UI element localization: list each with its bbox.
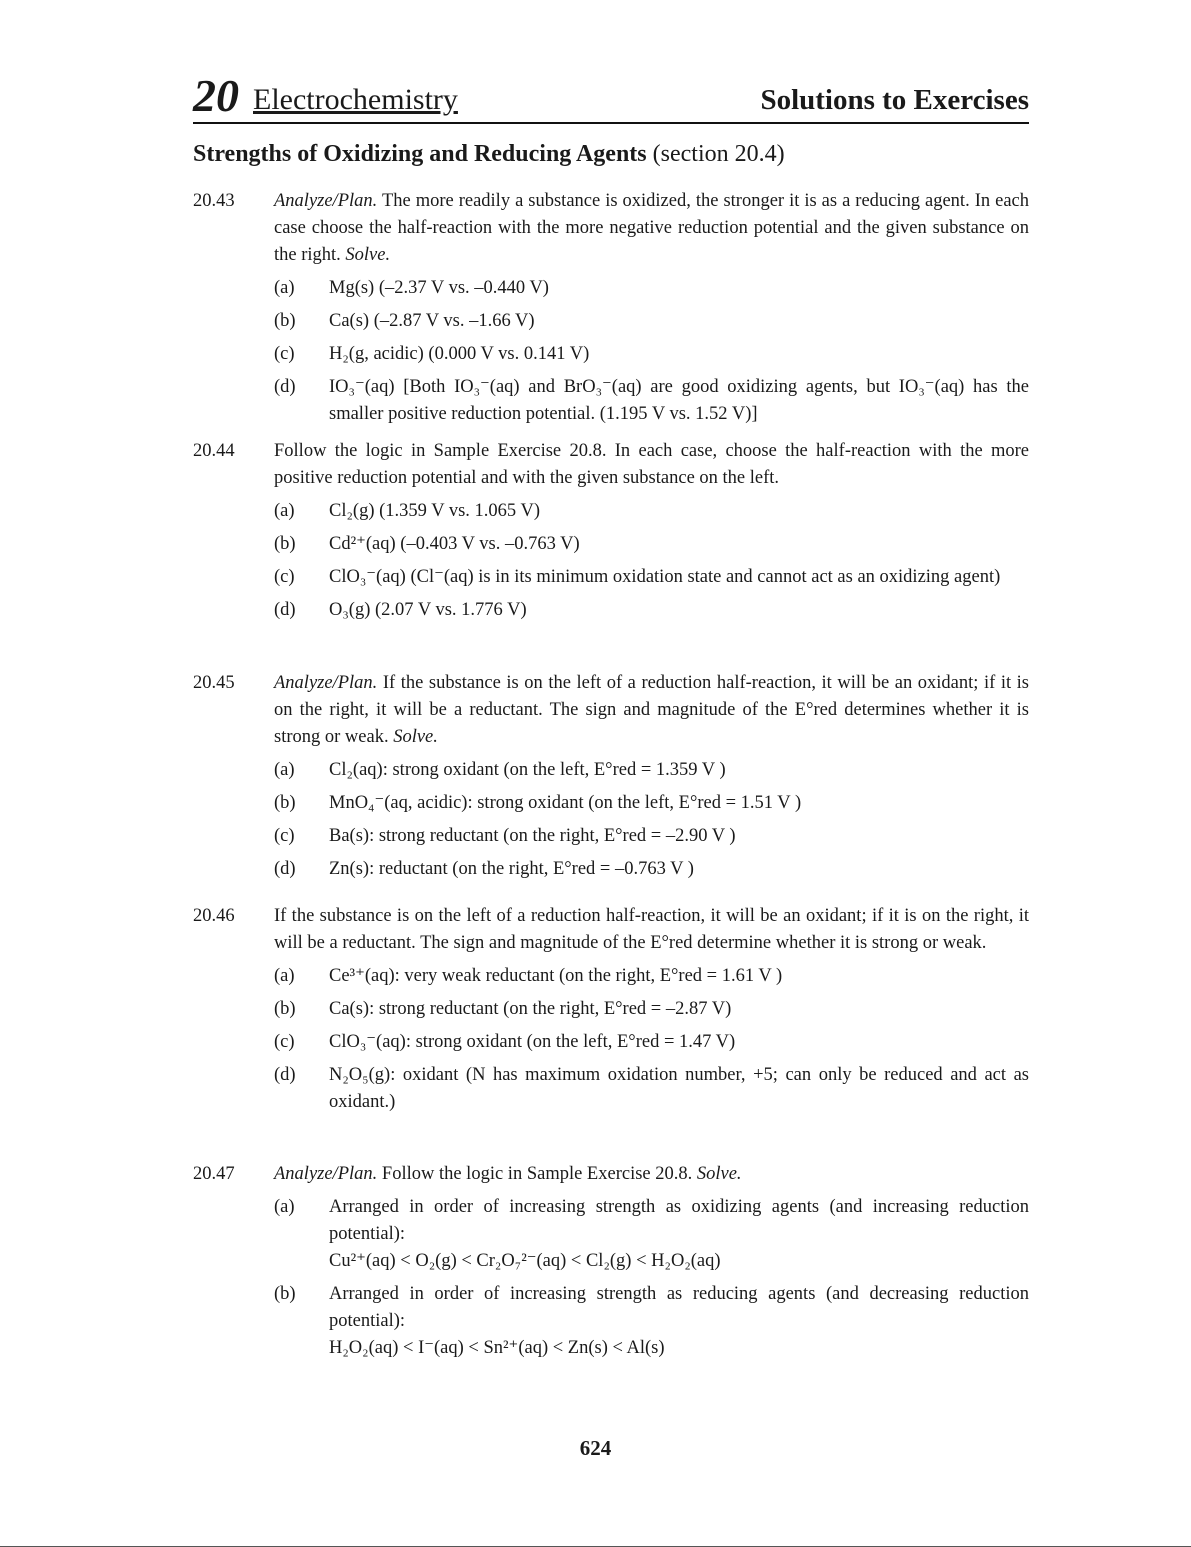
item-label: (c) [274, 1032, 295, 1052]
item-text: Arranged in order of increasing strength as oxidizing agents (and increasing reduction potential): [329, 1197, 1029, 1244]
item-label: (d) [274, 859, 296, 879]
item-text: Ce³⁺(aq): very weak reductant (on the right, E°red = 1.61 V ) [329, 966, 783, 986]
list-item [274, 1029, 1029, 1056]
item-text: MnO₄⁻(aq, acidic): strong oxidant (on the left, E°red = 1.51 V ) [329, 793, 802, 813]
item-label: (a) [274, 501, 295, 521]
list-item [274, 374, 1029, 428]
intro-text: If the substance is on the left of a reduction half-reaction, it will be an oxidant; if it is on the right, it will be a reductant. The sign and magnitude of the E°red determines whether it is strong or weak. [274, 673, 1029, 747]
chapter-number: 20 [193, 70, 239, 121]
page-number: 624 [579, 1436, 612, 1460]
intro-label: Analyze/Plan. [274, 1164, 378, 1184]
list-item [274, 823, 1029, 850]
item-text: O₃(g) (2.07 V vs. 1.776 V) [329, 600, 527, 620]
list-item [274, 856, 1029, 883]
item-text: Ca(s) (–2.87 V vs. –1.66 V) [329, 311, 535, 331]
item-label: (b) [274, 793, 296, 813]
item-text: ClO₃⁻(aq) (Cl⁻(aq) is in its minimum oxidation state and cannot act as an oxidizing agent) [329, 567, 1001, 587]
exercise-number: 20.47 [193, 1164, 235, 1184]
item-label: (d) [274, 1065, 296, 1085]
solve-label: Solve. [393, 727, 438, 747]
list-item [274, 498, 1029, 525]
list-item [274, 1194, 1029, 1275]
exercise-20-44 [193, 438, 1029, 630]
item-label: (b) [274, 534, 296, 554]
item-text: Ba(s): strong reductant (on the right, E°red = –2.90 V ) [329, 826, 736, 846]
item-text: Cd²⁺(aq) (–0.403 V vs. –0.763 V) [329, 534, 580, 554]
exercise-number: 20.44 [193, 441, 235, 461]
item-text: Cl₂(g) (1.359 V vs. 1.065 V) [329, 501, 540, 521]
list-item [274, 564, 1029, 591]
item-text: Ca(s): strong reductant (on the right, E°red = –2.87 V) [329, 999, 732, 1019]
section-heading: Strengths of Oxidizing and Reducing Agents [193, 141, 647, 167]
item-label: (c) [274, 567, 295, 587]
section-ref: (section 20.4) [652, 141, 785, 167]
solve-label: Solve. [696, 1164, 742, 1184]
item-label: (a) [274, 1197, 295, 1217]
exercise-number: 20.46 [193, 906, 235, 926]
intro-text: The more readily a substance is oxidized, the stronger it is as a reducing agent. In each case choose the half-reaction with the more negative reduction potential and the given substance on the right. [274, 191, 1029, 265]
list-item [274, 757, 1029, 784]
list-item [274, 308, 1029, 335]
solve-label: Solve. [345, 245, 391, 265]
list-item [274, 1281, 1029, 1362]
item-equation: H₂O₂(aq) < I⁻(aq) < Sn²⁺(aq) < Zn(s) < Al(s) [329, 1338, 665, 1358]
exercise-20-43 [193, 188, 1029, 434]
item-text: Cl₂(aq): strong oxidant (on the left, E°red = 1.359 V ) [329, 760, 726, 780]
item-label: (a) [274, 760, 295, 780]
intro-text: Follow the logic in Sample Exercise 20.8. [377, 1164, 697, 1184]
intro-label: Analyze/Plan. [274, 673, 378, 693]
list-item [274, 275, 1029, 302]
exercise-number: 20.45 [193, 673, 235, 693]
list-item [274, 790, 1029, 817]
list-item [274, 531, 1029, 558]
exercise-20-47 [193, 1161, 1029, 1368]
item-text: Mg(s) (–2.37 V vs. –0.440 V) [329, 278, 549, 298]
list-item [274, 1062, 1029, 1116]
header-right-title: Solutions to Exercises [760, 84, 1029, 116]
exercise-20-45 [193, 670, 1029, 889]
item-text: H₂(g, acidic) (0.000 V vs. 0.141 V) [329, 344, 590, 364]
chapter-title: Electrochemistry [253, 83, 458, 116]
item-label: (a) [274, 278, 295, 298]
exercise-intro [274, 1161, 1029, 1188]
list-item [274, 996, 1029, 1023]
item-text: IO₃⁻(aq) [Both IO₃⁻(aq) and BrO₃⁻(aq) are good oxidizing agents, but IO₃⁻(aq) has the smaller positive reduction potential. (1.195 V vs. 1.52 V)] [329, 377, 1029, 424]
list-item [274, 341, 1029, 368]
item-label: (c) [274, 344, 295, 364]
item-label: (a) [274, 966, 295, 986]
page-header [193, 70, 1029, 124]
intro-label: Analyze/Plan. [274, 191, 378, 211]
exercise-intro [274, 188, 1029, 269]
section-title [193, 138, 785, 170]
exercise-intro [274, 670, 1029, 751]
item-label: (b) [274, 1284, 296, 1304]
item-text: Zn(s): reductant (on the right, E°red = –0.763 V ) [329, 859, 694, 879]
item-label: (d) [274, 600, 296, 620]
item-label: (b) [274, 999, 296, 1019]
item-text: N₂O₅(g): oxidant (N has maximum oxidation number, +5; can only be reduced and act as oxidant.) [329, 1065, 1029, 1112]
item-label: (d) [274, 377, 296, 397]
item-label: (b) [274, 311, 296, 331]
exercise-number: 20.43 [193, 191, 235, 211]
exercise-intro: Follow the logic in Sample Exercise 20.8. In each case, choose the half-reaction with the more positive reduction potential and with the given substance on the left. [274, 441, 1029, 488]
item-label: (c) [274, 826, 295, 846]
item-text: ClO₃⁻(aq): strong oxidant (on the left, E°red = 1.47 V) [329, 1032, 736, 1052]
list-item [274, 963, 1029, 990]
list-item [274, 597, 1029, 624]
item-text: Arranged in order of increasing strength as reducing agents (and decreasing reduction potential): [329, 1284, 1029, 1331]
exercise-20-46 [193, 903, 1029, 1122]
item-equation: Cu²⁺(aq) < O₂(g) < Cr₂O₇²⁻(aq) < Cl₂(g) < H₂O₂(aq) [329, 1251, 721, 1271]
exercise-intro: If the substance is on the left of a reduction half-reaction, it will be an oxidant; if it is on the right, it will be a reductant. The sign and magnitude of the E°red determine whether it is strong or weak. [274, 906, 1029, 953]
